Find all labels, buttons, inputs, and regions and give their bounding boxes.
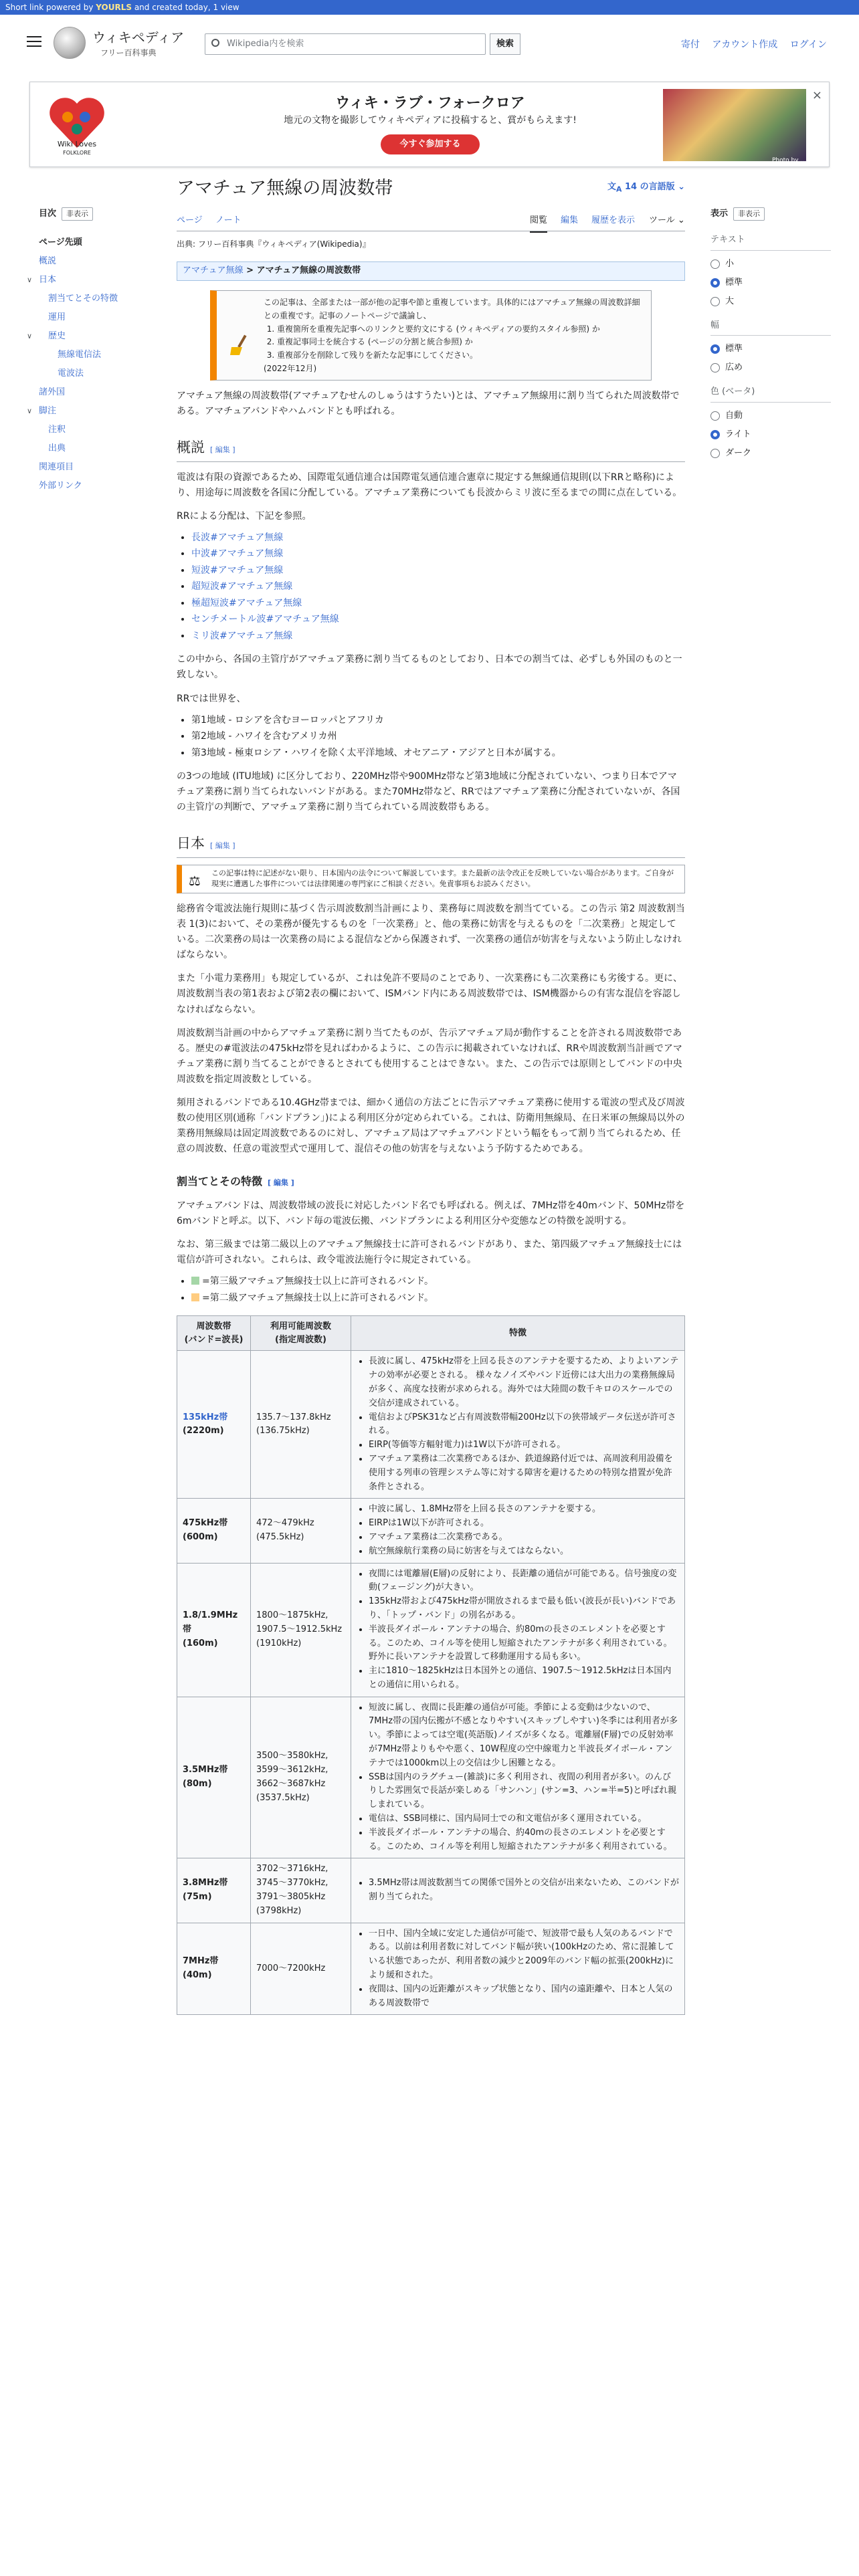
user-links — [672, 37, 827, 52]
paragraph: なお、第三級までは第二級以上のアマチュア無線技士に許可されるバンドがあり、また、第四級アマチュア無線技士には電信が許可されない。これらは、政令電波法施行令に規定されている。 — [177, 1239, 682, 1266]
legal-notice: ⚖ この記事は特に記述がない限り、日本国内の法令について解説しています。また最新の法令改正を反映していない場合があります。ご自身が現実に遭遇した事件については法律関連の専門家にご相談ください。免責事項もお読みください。 — [177, 865, 685, 893]
list-item[interactable]: • ミリ波#アマチュア無線 — [191, 628, 685, 645]
region-list — [177, 712, 685, 762]
band-name: 7MHz帯 — [183, 1956, 219, 1967]
list-item[interactable]: • センチメートル波#アマチュア無線 — [191, 611, 685, 628]
rr-list — [177, 530, 685, 645]
paragraph: 頻用されるバンドである10.4GHz帯までは、細かく通信の方法ごとに告示アマチュア業務に使用する電波の型式及び周波数の使用区別(通称「バンドプラン」)による利用区分が定められている。これは、防衛用無線局、在日米軍の無線局以外の業務用無線局は固定周波数であるのに対し、アマチュア局はアマチュアバンドという幅をもって割り当てられるため、任意の周波数、任意の電波型式で運用して、混信その他の妨害を与えないよう予防するためである。 — [177, 1097, 685, 1155]
create-account-link[interactable]: アカウント作成 — [712, 39, 778, 50]
paragraph: RRによる分配は、下記を参照。 — [177, 510, 312, 522]
close-icon[interactable]: × — [812, 88, 822, 102]
color-auto-radio[interactable]: 自動 — [710, 407, 831, 425]
edit-link[interactable]: [ 編集 ] — [210, 841, 235, 851]
tab-edit[interactable]: 編集 — [561, 215, 579, 225]
table-cell: 135.7〜137.8kHz (136.75kHz) — [251, 1351, 351, 1499]
tab-note[interactable]: ノート — [215, 215, 242, 225]
table-cell: 1800〜1875kHz, 1907.5〜1912.5kHz (1910kHz) — [251, 1563, 351, 1697]
appearance-header: 表示 非表示 — [710, 207, 831, 221]
notice-item: 1. 重複箇所を重複先記事へのリンクと要約文にする (ウィキペディアの要約スタイル参照) か — [277, 323, 644, 336]
table-cell: • 3.5MHz帯は周波数割当ての関係で国外との交信が出来ないため、このバンドが割り当てられた。 — [351, 1858, 685, 1923]
banner-title: ウィキ・ラブ・フォークロア — [335, 95, 525, 112]
banner-subtitle: 地元の文物を撮影してウィキペディアに投稿すると、賞がもらえます! — [284, 115, 577, 126]
notice-item: 3. 重複部分を削除して残りを新たな記事にしてください。 — [277, 349, 644, 362]
list-item[interactable]: • 長波#アマチュア無線 — [191, 530, 685, 546]
table-row — [177, 1697, 685, 1858]
list-item: • 第2地域 - ハワイを含むアメリカ州 — [191, 728, 685, 745]
color-label: 色 (ベータ) — [710, 385, 831, 403]
legend-list — [177, 1273, 685, 1306]
page-tabs — [177, 209, 685, 231]
section-allocation: 割当てとその特徴 [ 編集 ] — [177, 1175, 294, 1188]
table-cell: 472〜479kHz (475.5kHz) — [251, 1499, 351, 1563]
toc-item[interactable]: 割当てとその特徴 — [48, 293, 118, 304]
notice-intro: この記事は、全部または一部が他の記事や節と重複しています。具体的にはアマチュア無線の周波数詳細との重複です。記事のノートページで議論し、 — [264, 297, 640, 320]
band-name: 3.8MHz帯 — [183, 1878, 228, 1889]
paragraph: 電波は有限の資源であるため、国際電気通信連合は国際電気通信連合憲章に規定する無線通信規則(以下RRと略称)により、用途毎に周波数を各国に分配している。アマチュア業務についても長波からミリ波に至るまでの間に点在している。 — [177, 471, 682, 498]
legend-item: • =第二級アマチュア無線技士以上に許可されるバンド。 — [191, 1290, 685, 1307]
site-header — [0, 20, 859, 68]
chevron-down-icon[interactable]: ∨ — [27, 275, 33, 284]
lead-paragraph: アマチュア無線の周波数帯(アマチュアむせんのしゅうはすうたい)とは、アマチュア無線用に割り当てられた周波数帯である。アマチュアバンドやハムバンドとも呼ばれる。 — [177, 390, 680, 417]
table-of-contents — [27, 207, 146, 496]
toc-item[interactable]: 外部リンク — [39, 480, 82, 491]
bar-text: Short link powered by — [5, 3, 94, 12]
toc-item[interactable]: 運用 — [48, 312, 66, 322]
toc-header: 目次 非表示 — [39, 207, 146, 221]
appearance-hide-button[interactable]: 非表示 — [733, 207, 765, 221]
table-cell: 3.8MHz帯 (75m) — [177, 1858, 251, 1923]
tagline: フリー百科事典 — [100, 48, 157, 58]
notice-list — [264, 323, 644, 362]
legend-item: • =第三級アマチュア無線技士以上に許可されるバンド。 — [191, 1273, 685, 1290]
toc-item[interactable]: 電波法 — [58, 368, 84, 379]
table-cell: 475kHz帯 (600m) — [177, 1499, 251, 1563]
chevron-down-icon[interactable]: ∨ — [27, 331, 33, 340]
breadcrumb-link[interactable]: アマチュア無線 — [183, 265, 244, 276]
table-row — [177, 1923, 685, 2015]
list-item[interactable]: • 中波#アマチュア無線 — [191, 546, 685, 562]
breadcrumb-current: > アマチュア無線の周波数帯 — [243, 265, 361, 276]
text-large-radio[interactable]: 大 — [710, 292, 831, 311]
tab-read[interactable]: 閲覧 — [530, 214, 547, 233]
toc-item[interactable]: 無線電信法 — [58, 349, 102, 360]
notice-date: (2022年12月) — [264, 363, 317, 373]
table-cell: 135kHz帯 (2220m) — [177, 1351, 251, 1499]
main-menu-icon[interactable] — [27, 36, 41, 47]
yourls-link[interactable]: YOURLS — [96, 3, 132, 12]
appearance-panel — [710, 207, 831, 463]
merge-notice — [210, 290, 652, 381]
edit-link[interactable]: [ 編集 ] — [210, 445, 235, 454]
section-japan: 日本 [ 編集 ] — [177, 833, 685, 858]
paragraph: RRでは世界を、 — [177, 693, 246, 704]
col-band: 周波数帯 (バンド=波長) — [177, 1316, 251, 1351]
donate-link[interactable]: 寄付 — [680, 39, 700, 50]
table-cell: 3.5MHz帯 (80m) — [177, 1697, 251, 1858]
toc-item[interactable]: 注釈 — [48, 424, 66, 435]
table-cell: 7MHz帯 (40m) — [177, 1923, 251, 2015]
toc-item[interactable]: ページ先頭 — [39, 237, 82, 247]
page-title: アマチュア無線の周波数帯 — [177, 178, 393, 199]
table-row — [177, 1499, 685, 1563]
scales-icon: ⚖ — [189, 872, 201, 889]
band-table — [177, 1315, 685, 2015]
paragraph: 総務省令電波法施行規則に基づく告示周波数割当計画により、業務毎に周波数を割当てている。この告示 第2 周波数割当表 1(3)において、その業務が優先するものを「一次業務」と、他の業務に妨害を与えるものを「二次業務」と規定している。二次業務の局は一次業務の局による混信などから保護されず、一次業務の通信が妨害を与えないよう防止しなければならない。 — [177, 903, 685, 961]
paragraph: この中から、各国の主管庁がアマチュア業務に割り当てるものとしており、日本での割当ては、必ずしも外国のものと一致しない。 — [177, 654, 682, 681]
wordmark[interactable]: ウィキペディア — [92, 29, 185, 45]
table-cell: • 中波に属し、1.8MHz帯を上回る長さのアンテナを要する。 • EIRPは1W以下が許可される。 • アマチュア業務は二次業務である。 • 航空無線航行業務の局に妨害を与えてはならない。 — [351, 1499, 685, 1563]
col-freq: 利用可能周波数 (指定周波数) — [251, 1316, 351, 1351]
toc-item[interactable]: ∨ 脚注 — [39, 402, 146, 421]
paragraph: の3つの地域 (ITU地域) に区分しており、220MHz帯や900MHz帯など第3地域に分配されていない、つまり日本でアマチュア業務に割り当てられないバンドがある。また70MHz帯など、RRではアマチュア業務に分配されていないが、各国の主管庁の判断で、アマチュア業務に割り当てられている周波数帯もある。 — [177, 771, 680, 813]
join-button[interactable]: 今すぐ参加する — [381, 134, 480, 154]
table-row — [177, 1563, 685, 1697]
banner-photo — [663, 89, 806, 161]
notice-item: 2. 重複記事同士を統合する (ページの分割と統合参照) か — [277, 336, 644, 349]
text-small-radio[interactable]: 小 — [710, 255, 831, 274]
tab-page[interactable]: ページ — [177, 215, 203, 225]
tab-history[interactable]: 履歴を表示 — [591, 215, 636, 225]
toc-item[interactable]: 概説 — [39, 255, 57, 266]
table-cell: • 長波に属し、475kHz帯を上回る長さのアンテナを要するため、よりよいアンテナの効率が必要とされる。 様々なノイズやバンド近傍には大出力の業務無線局が多く、高度な技術が求められる。海外では大陸間の数千キロのスケールでの交信が達成されている。 • 電信およびPSK31など占有周波数帯幅200Hz以下の狭帯域データ伝送が許可される。 • EIRP(等価等方輻射電力)は1W以下が許可される。 • アマチュア業務は二次業務であるほか、鉄道線路付近では、高周波利用設備を使用する列車の管理システム等に対する障害を避けるための特別な措置が免許条件とされる。 — [351, 1351, 685, 1499]
band-name: 3.5MHz帯 — [183, 1765, 228, 1776]
logo-text: Wiki Loves FOLKLORE — [57, 140, 97, 156]
table-cell: 7000〜7200kHz — [251, 1923, 351, 2015]
bar-text-2: and created today, 1 view — [134, 3, 240, 12]
color-light-radio[interactable]: ライト — [710, 425, 831, 444]
table-cell: • 短波に属し、夜間に長距離の通信が可能。季節による変動は少ないので、7MHz帯の国内伝搬が不感となりやすい(スキップしやすい)冬季には利用者が多い。季節によっては空電(英語版)ノイズが多くなる。電離層(F層)での反射効率が7MHz帯よりもやや悪く、10W程度の空中線電力と半波長ダイポール・アンテナでは1000km以上の交信は少し困難となる。 • SSBは国内のラグチュー(雑談)に多く利用され、夜間の利用者が多い。のんびりした雰囲気で長話が楽しめる「サンハン」(サン=3、ハン=半=5)と呼ばれ親しまれている。 • 電信は、SSB同様に、国内局同士での和文電信が多く運用されている。 • 半波長ダイポール・アンテナの場合、約40mの長さのエレメントを必要とする。このため、コイル等を利用し短縮されたアンテナが多く利用されている。 — [351, 1697, 685, 1858]
band-name: 135kHz帯 — [183, 1412, 228, 1422]
width-label: 幅 — [710, 319, 831, 336]
width-wide-radio[interactable]: 広め — [710, 358, 831, 377]
login-link[interactable]: ログイン — [789, 39, 827, 50]
toc-item[interactable]: ∨ 歴史 — [39, 327, 146, 346]
text-standard-radio[interactable]: 標準 — [710, 274, 831, 292]
list-item[interactable]: • 極超短波#アマチュア無線 — [191, 595, 685, 612]
list-item: • 第3地域 - 極東ロシア・ハワイを除く太平洋地域、オセアニア・アジアと日本が属する。 — [191, 745, 685, 762]
yourls-bar — [0, 0, 859, 15]
tab-tools[interactable]: ツール ⌄ — [649, 215, 685, 225]
toc-hide-button[interactable]: 非表示 — [62, 207, 93, 221]
section-overview: 概説 [ 編集 ] — [177, 437, 685, 462]
list-item[interactable]: • 短波#アマチュア無線 — [191, 562, 685, 579]
width-standard-radio[interactable]: 標準 — [710, 340, 831, 358]
paragraph: アマチュアバンドは、周波数帯域の波長に対応したバンド名でも呼ばれる。例えば、7MHz帯を40mバンド、50MHz帯を6mバンドと呼ぶ。以下、バンド毎の電波伝搬、バンドプランによる利用区分や変態などの特徴を説明する。 — [177, 1200, 685, 1227]
toc-item[interactable]: 関連項目 — [39, 461, 74, 472]
paragraph: 周波数割当計画の中からアマチュア業務に割り当てたものが、告示アマチュア局が動作することを許される周波数帯である。歴史の#電波法の475kHz帯を見ればわかるように、この告示に掲載されていなければ、RRや周波数割当計画でアマチュア業務に割り当てることができるとされても使用することはできない。また、この告示では原則としてバンドの中央周波数を指定周波数としている。 — [177, 1027, 682, 1085]
toc-item[interactable]: ∨ 日本 — [39, 271, 146, 290]
color-dark-radio[interactable]: ダーク — [710, 444, 831, 463]
search-icon — [211, 39, 219, 47]
breadcrumb — [177, 261, 685, 281]
broom-icon — [227, 332, 252, 356]
text-size-label: テキスト — [710, 233, 831, 251]
table-cell: 1.8/1.9MHz帯 (160m) — [177, 1563, 251, 1697]
toc-item[interactable]: 諸外国 — [39, 387, 66, 397]
chevron-down-icon[interactable]: ∨ — [27, 406, 33, 415]
paragraph: また「小電力業務用」も規定しているが、これは免許不要局のことであり、一次業務にも二次業務にも劣後する。更に、周波数割当表の第1表および第2表の欄において、ISMバンド内にある周波数帯では、ISM機器からの有害な混信を容認しなければならない。 — [177, 973, 682, 1015]
table-row — [177, 1858, 685, 1923]
table-cell: 3702〜3716kHz, 3745〜3770kHz, 3791〜3805kHz (3798kHz) — [251, 1858, 351, 1923]
table-row — [177, 1351, 685, 1499]
edit-link[interactable]: [ 編集 ] — [268, 1178, 294, 1188]
table-cell: • 夜間には電離層(E層)の反射により、長距離の通信が可能である。信号強度の変動(フェージング)が大きい。 • 135kHz帯および475kHz帯が開放されるまで最も低い(波長が長い)バンドであり、「トップ・バンド」の別名がある。 • 半波長ダイポール・アンテナの場合、約80mの長さのエレメントを必要とする。このため、コイル等を使用し短縮されたアンテナが多く利用されている。野外に長いアンテナを設置して移動運用する局も多い。 • 主に1810〜1825kHzは日本国外との通信、1907.5〜1912.5kHzは日本国内との通信に用いられる。 — [351, 1563, 685, 1697]
search-input[interactable]: Wikipedia内を検索 — [205, 33, 486, 55]
band-name: 475kHz帯 — [183, 1518, 228, 1529]
band-name: 1.8/1.9MHz帯 — [183, 1610, 238, 1634]
photo-credit: Photo by ... — [771, 156, 806, 164]
table-cell: • 一日中、国内全域に安定した通信が可能で、短波帯で最も人気のあるバンドである。以前は利用者数に対してバンド幅が狭い(100kHzのため、常に混雑している状態であったが、利用者数の減少と2009年のバンド幅の拡張(200kHz)により緩和された。 • 夜間は、国内の近距離がスキップ状態となり、国内の遠距離や、日本と人気のある周波数帯で — [351, 1923, 685, 2015]
wikipedia-logo[interactable] — [54, 27, 86, 59]
table-cell: 3500〜3580kHz, 3599〜3612kHz, 3662〜3687kHz (3537.5kHz) — [251, 1697, 351, 1858]
toc-item[interactable]: 出典 — [48, 443, 66, 453]
source-line: 出典: フリー百科事典『ウィキペディア(Wikipedia)』 — [177, 239, 371, 249]
col-features: 特徴 — [351, 1316, 685, 1351]
campaign-banner — [29, 82, 830, 167]
list-item[interactable]: • 超短波#アマチュア無線 — [191, 578, 685, 595]
language-button[interactable]: 文$_A$ 14 の言語版 ⌄ — [607, 182, 685, 194]
list-item: • 第1地域 - ロシアを含むヨーロッパとアフリカ — [191, 712, 685, 729]
search-button[interactable]: 検索 — [490, 33, 520, 55]
article-content — [177, 175, 685, 2015]
